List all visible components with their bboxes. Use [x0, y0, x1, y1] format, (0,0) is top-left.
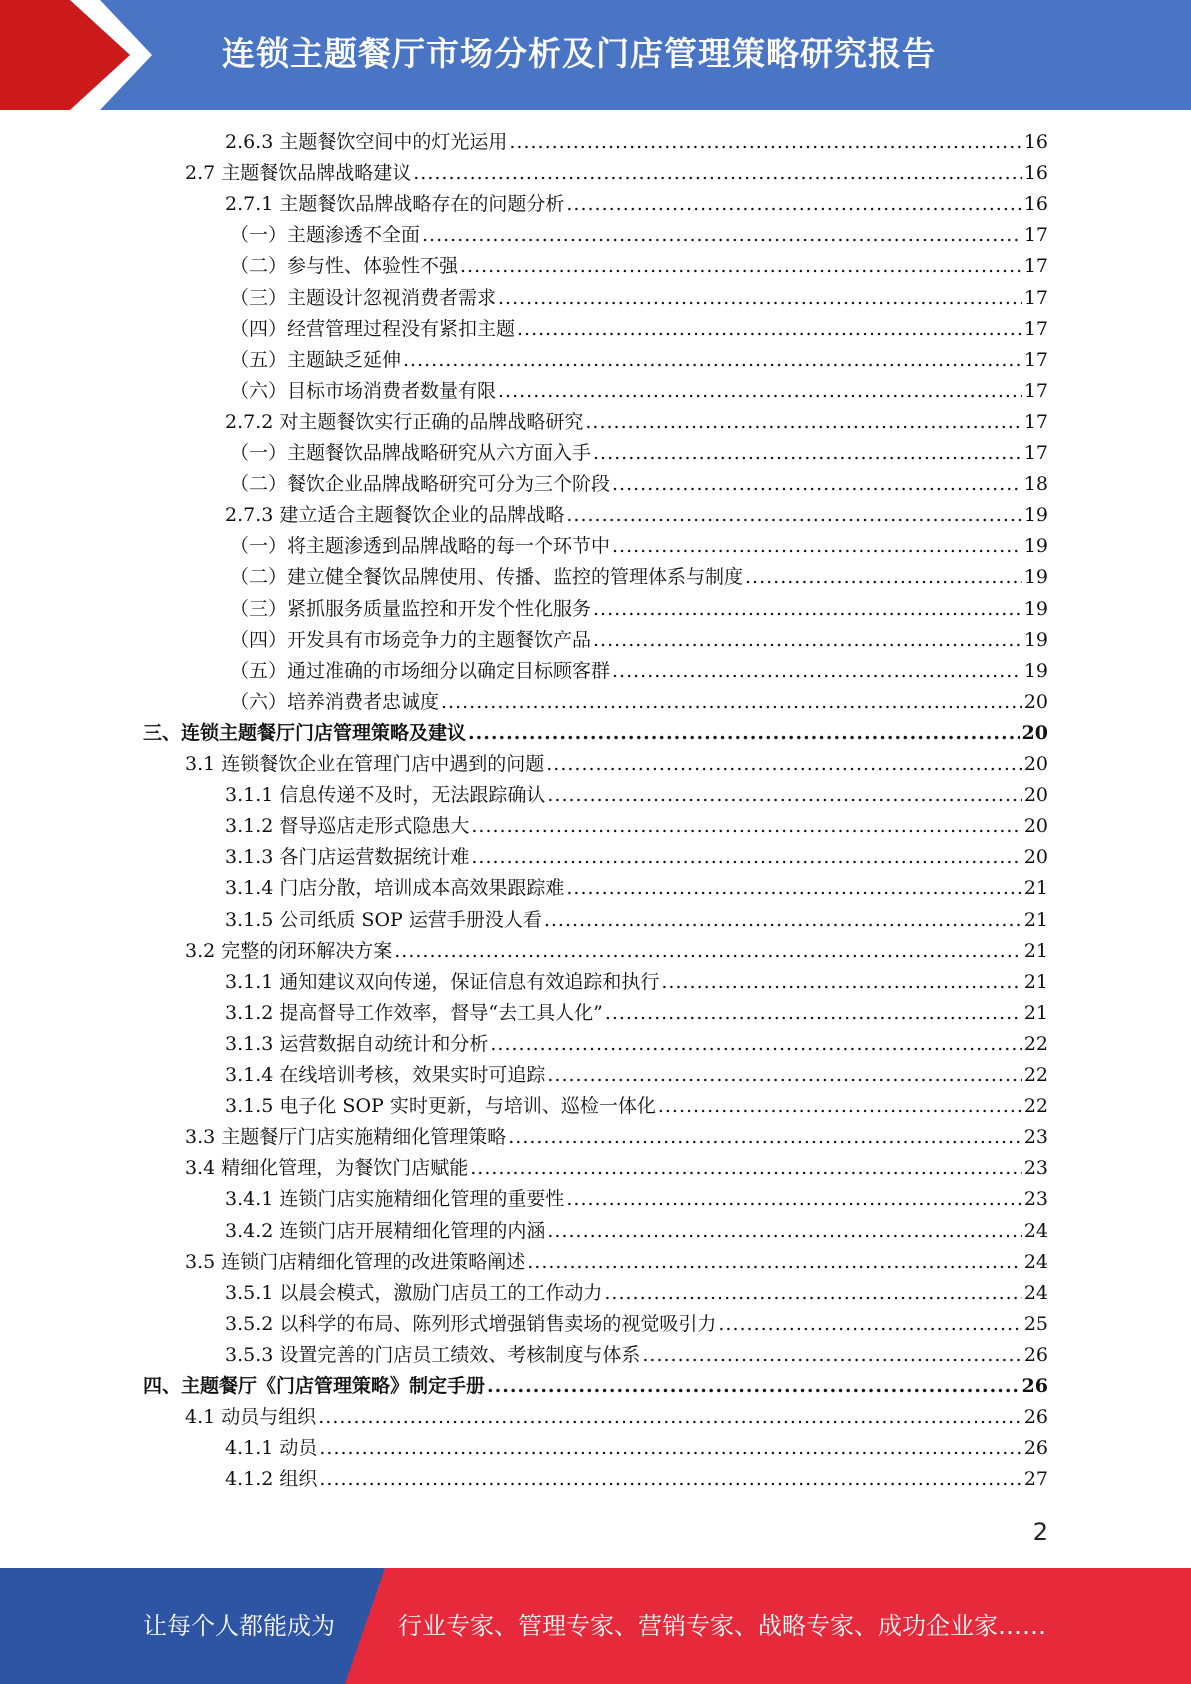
toc-entry-label: 3.5.3 设置完善的门店员工绩效、考核制度与体系	[225, 1343, 641, 1366]
toc-entry[interactable]	[185, 1247, 1048, 1278]
toc-leader-dots	[547, 780, 1021, 811]
toc-entry[interactable]	[143, 1371, 1048, 1402]
toc-entry-label: （二）建立健全餐饮品牌使用、传播、监控的管理体系与制度	[230, 566, 744, 589]
toc-leader-dots	[585, 407, 1021, 438]
toc-entry[interactable]	[225, 1091, 1048, 1122]
toc-entry-page: 17	[1023, 317, 1048, 340]
toc-leader-dots	[604, 1278, 1021, 1309]
toc-entry[interactable]	[230, 531, 1048, 562]
toc-entry-label: 3.1 连锁餐饮企业在管理门店中遇到的问题	[185, 753, 545, 775]
toc-leader-dots	[508, 1122, 1022, 1153]
toc-leader-dots	[498, 376, 1022, 407]
toc-leader-dots	[468, 718, 1020, 749]
toc-entry-page: 17	[1023, 410, 1048, 433]
toc-entry-page: 24	[1023, 1281, 1048, 1304]
toc-entry-page: 23	[1023, 1188, 1048, 1211]
toc-entry-label: 2.7.3 建立适合主题餐饮企业的品牌战略	[225, 504, 565, 527]
toc-leader-dots	[612, 531, 1022, 562]
toc-entry-page: 25	[1023, 1312, 1048, 1335]
toc-leader-dots	[718, 1309, 1021, 1340]
toc-entry-label: 2.7.1 主题餐饮品牌战略存在的问题分析	[225, 193, 565, 216]
toc-entry[interactable]	[230, 283, 1048, 314]
toc-entry-page: 26	[1021, 1375, 1048, 1397]
toc-entry-label: （六）目标市场消费者数量有限	[230, 379, 497, 402]
toc-entry[interactable]	[225, 1184, 1048, 1215]
toc-entry[interactable]	[225, 407, 1048, 438]
toc-leader-dots	[661, 967, 1021, 998]
toc-entry[interactable]	[230, 376, 1048, 407]
toc-entry-page: 22	[1023, 1095, 1048, 1118]
toc-entry-label: 2.6.3 主题餐饮空间中的灯光运用	[225, 131, 508, 153]
toc-entry-label: 三、连锁主题餐厅门店管理策略及建议	[143, 721, 467, 744]
toc-leader-dots	[605, 998, 1022, 1029]
toc-entry-label: 3.1.4 门店分散，培训成本高效果跟踪难	[225, 877, 565, 900]
toc-entry-label: （五）通过准确的市场细分以确定目标顾客群	[230, 659, 611, 682]
toc-leader-dots	[566, 873, 1021, 904]
toc-entry[interactable]	[225, 842, 1048, 873]
page-footer-band	[0, 1568, 1191, 1684]
toc-entry-page: 21	[1023, 970, 1048, 993]
toc-entry-page: 22	[1023, 1032, 1048, 1055]
toc-entry-page: 20	[1023, 784, 1048, 807]
toc-entry-label: 3.4.2 连锁门店开展精细化管理的内涵	[225, 1219, 546, 1242]
toc-entry-page: 23	[1023, 1157, 1048, 1180]
toc-entry-page: 16	[1023, 193, 1048, 216]
toc-entry[interactable]	[230, 625, 1048, 656]
toc-leader-dots	[544, 905, 1022, 936]
toc-entry-page: 16	[1023, 162, 1048, 185]
toc-entry-page: 26	[1023, 1343, 1048, 1366]
toc-entry-label: 4.1.1 动员	[225, 1437, 318, 1460]
toc-leader-dots	[593, 625, 1022, 656]
page-title: 连锁主题餐厅市场分析及门店管理策略研究报告	[222, 34, 936, 73]
toc-leader-dots	[547, 1060, 1021, 1091]
toc-entry-page: 17	[1023, 442, 1048, 464]
toc-entry-page: 20	[1023, 690, 1048, 713]
toc-entry-label: 3.1.3 运营数据自动统计和分析	[225, 1032, 489, 1055]
toc-leader-dots	[441, 687, 1022, 718]
toc-entry-label: （一）将主题渗透到品牌战略的每一个环节中	[230, 535, 611, 558]
toc-entry[interactable]	[230, 345, 1048, 376]
toc-entry[interactable]	[230, 314, 1048, 345]
toc-entry-label: 3.5.1 以晨会模式，激励门店员工的工作动力	[225, 1281, 603, 1304]
toc-entry[interactable]	[225, 1278, 1048, 1309]
toc-entry[interactable]	[225, 873, 1048, 904]
toc-leader-dots	[498, 283, 1022, 314]
toc-entry-page: 17	[1023, 348, 1048, 371]
toc-entry-page: 19	[1023, 504, 1048, 527]
toc-entry[interactable]	[225, 780, 1048, 811]
toc-entry-label: 3.1.2 督导巡店走形式隐患大	[225, 815, 470, 838]
toc-entry-label: 3.5.2 以科学的布局、陈列形式增强销售卖场的视觉吸引力	[225, 1312, 717, 1335]
toc-leader-dots	[517, 314, 1022, 345]
toc-leader-dots	[593, 594, 1022, 625]
toc-leader-dots	[487, 1371, 1020, 1402]
toc-entry-label: （二）参与性、体验性不强	[230, 255, 459, 278]
toc-entry[interactable]	[185, 1402, 1048, 1433]
toc-entry-label: （三）主题设计忽视消费者需求	[230, 286, 497, 309]
toc-entry[interactable]	[185, 1153, 1048, 1184]
toc-entry-page: 20	[1021, 721, 1048, 744]
toc-entry[interactable]	[225, 1309, 1048, 1340]
toc-entry-label: （六）培养消费者忠诚度	[230, 690, 440, 713]
toc-entry-label: （一）主题渗透不全面	[230, 224, 421, 247]
toc-leader-dots	[547, 1216, 1021, 1247]
toc-leader-dots	[527, 1247, 1022, 1278]
toc-entry-page: 24	[1023, 1250, 1048, 1273]
toc-entry[interactable]	[225, 905, 1048, 936]
toc-entry[interactable]	[225, 1464, 1048, 1495]
toc-entry-label: （四）经营管理过程没有紧扣主题	[230, 317, 516, 340]
toc-entry-label: 3.5 连锁门店精细化管理的改进策略阐述	[185, 1250, 526, 1273]
toc-entry-label: 3.4 精细化管理，为餐饮门店赋能	[185, 1157, 469, 1180]
toc-entry-page: 20	[1023, 815, 1048, 838]
toc-leader-dots	[593, 438, 1022, 469]
toc-entry[interactable]	[185, 936, 1048, 967]
toc-entry-label: 3.3 主题餐厅门店实施精细化管理策略	[185, 1126, 507, 1149]
toc-leader-dots	[470, 1153, 1022, 1184]
toc-entry-label: 3.1.1 通知建议双向传递，保证信息有效追踪和执行	[225, 970, 660, 993]
toc-entry[interactable]	[230, 656, 1048, 687]
toc-leader-dots	[490, 1029, 1021, 1060]
toc-leader-dots	[566, 500, 1021, 531]
toc-leader-dots	[658, 1091, 1022, 1122]
toc-leader-dots	[745, 562, 1022, 593]
toc-entry-page: 17	[1023, 255, 1048, 278]
toc-entry-page: 21	[1023, 877, 1048, 900]
toc-entry-page: 19	[1023, 659, 1048, 682]
toc-entry-label: （一）主题餐饮品牌战略研究从六方面入手	[230, 442, 592, 464]
toc-entry-label: 3.2 完整的闭环解决方案	[185, 939, 393, 962]
toc-leader-dots	[319, 1464, 1021, 1495]
toc-entry-label: 3.1.3 各门店运营数据统计难	[225, 846, 470, 869]
toc-entry-label: （三）紧抓服务质量监控和开发个性化服务	[230, 597, 592, 620]
toc-entry-page: 26	[1023, 1437, 1048, 1460]
toc-entry-page: 20	[1023, 846, 1048, 869]
toc-leader-dots	[642, 1340, 1021, 1371]
toc-entry[interactable]	[230, 594, 1048, 625]
toc-entry-page: 24	[1023, 1219, 1048, 1242]
toc-leader-dots	[403, 345, 1022, 376]
toc-entry[interactable]	[225, 189, 1048, 220]
toc-entry-page: 27	[1023, 1468, 1048, 1491]
toc-entry[interactable]	[230, 687, 1048, 718]
toc-entry[interactable]	[230, 438, 1048, 469]
toc-entry[interactable]	[225, 1340, 1048, 1371]
toc-entry[interactable]	[225, 1433, 1048, 1464]
toc-leader-dots	[471, 842, 1021, 873]
toc-entry-page: 21	[1023, 908, 1048, 931]
toc-leader-dots	[319, 1433, 1021, 1464]
toc-entry[interactable]	[185, 158, 1048, 189]
toc-entry-page: 21	[1023, 1001, 1048, 1024]
toc-entry-page: 19	[1023, 628, 1048, 651]
toc-entry-page: 19	[1023, 597, 1048, 620]
toc-entry[interactable]	[230, 251, 1048, 282]
toc-leader-dots	[318, 1402, 1022, 1433]
toc-leader-dots	[566, 189, 1021, 220]
toc-entry-page: 18	[1023, 473, 1048, 496]
toc-entry-label: 四、主题餐厅《门店管理策略》制定手册	[143, 1375, 486, 1397]
toc-entry-page: 19	[1023, 535, 1048, 558]
toc-entry[interactable]	[185, 749, 1048, 780]
toc-entry-page: 17	[1023, 224, 1048, 247]
toc-leader-dots	[460, 251, 1022, 282]
toc-entry[interactable]	[230, 562, 1048, 593]
toc-leader-dots	[566, 1184, 1021, 1215]
toc-entry[interactable]	[225, 1060, 1048, 1091]
toc-entry-page: 23	[1023, 1126, 1048, 1149]
toc-entry-page: 17	[1023, 379, 1048, 402]
toc-entry-page: 20	[1023, 753, 1048, 775]
toc-leader-dots	[394, 936, 1022, 967]
page-number: 2	[1032, 1518, 1048, 1546]
toc-leader-dots	[413, 158, 1022, 189]
toc-entry-page: 26	[1023, 1406, 1048, 1429]
toc-entry-label: 3.1.5 公司纸质 SOP 运营手册没人看	[225, 908, 542, 931]
toc-entry[interactable]	[185, 1122, 1048, 1153]
toc-entry-page: 22	[1023, 1064, 1048, 1086]
toc-entry-label: （五）主题缺乏延伸	[230, 348, 402, 371]
toc-leader-dots	[471, 811, 1021, 842]
toc-entry-label: 3.1.2 提高督导工作效率，督导“去工具人化”	[225, 1001, 603, 1024]
toc-entry-label: （二）餐饮企业品牌战略研究可分为三个阶段	[230, 473, 611, 496]
footer-slogan-right: 行业专家、管理专家、营销专家、战略专家、成功企业家……	[398, 1612, 1046, 1640]
toc-entry[interactable]	[225, 1216, 1048, 1247]
toc-leader-dots	[546, 749, 1022, 780]
toc-entry-label: 3.4.1 连锁门店实施精细化管理的重要性	[225, 1188, 565, 1211]
footer-slogan-left: 让每个人都能成为	[143, 1612, 335, 1640]
toc-entry[interactable]	[225, 1029, 1048, 1060]
toc-entry[interactable]	[230, 220, 1048, 251]
toc-entry[interactable]	[225, 500, 1048, 531]
toc-entry-label: 3.1.4 在线培训考核，效果实时可追踪	[225, 1064, 546, 1086]
toc-entry-page: 19	[1023, 566, 1048, 589]
toc-leader-dots	[612, 656, 1022, 687]
toc-entry-label: 4.1.2 组织	[225, 1468, 318, 1491]
toc-entry-label: 4.1 动员与组织	[185, 1406, 317, 1429]
toc-leader-dots	[509, 127, 1021, 158]
toc-entry[interactable]	[225, 998, 1048, 1029]
toc-entry-page: 16	[1023, 131, 1048, 153]
toc-entry-label: 2.7.2 对主题餐饮实行正确的品牌战略研究	[225, 410, 584, 433]
toc-leader-dots	[422, 220, 1022, 251]
toc-entry[interactable]	[225, 127, 1048, 158]
page-header-band	[0, 0, 1191, 110]
toc-entry-label: 3.1.1 信息传递不及时，无法跟踪确认	[225, 784, 546, 807]
toc-entry-page: 21	[1023, 939, 1048, 962]
toc-entry[interactable]	[230, 469, 1048, 500]
toc-leader-dots	[612, 469, 1022, 500]
toc-entry-label: 2.7 主题餐饮品牌战略建议	[185, 162, 412, 185]
toc-entry-page: 17	[1023, 286, 1048, 309]
toc-entry-label: （四）开发具有市场竞争力的主题餐饮产品	[230, 628, 592, 651]
toc-entry[interactable]	[225, 967, 1048, 998]
toc-entry[interactable]	[143, 718, 1048, 749]
toc-entry[interactable]	[225, 811, 1048, 842]
toc-entry-label: 3.1.5 电子化 SOP 实时更新，与培训、巡检一体化	[225, 1095, 656, 1118]
